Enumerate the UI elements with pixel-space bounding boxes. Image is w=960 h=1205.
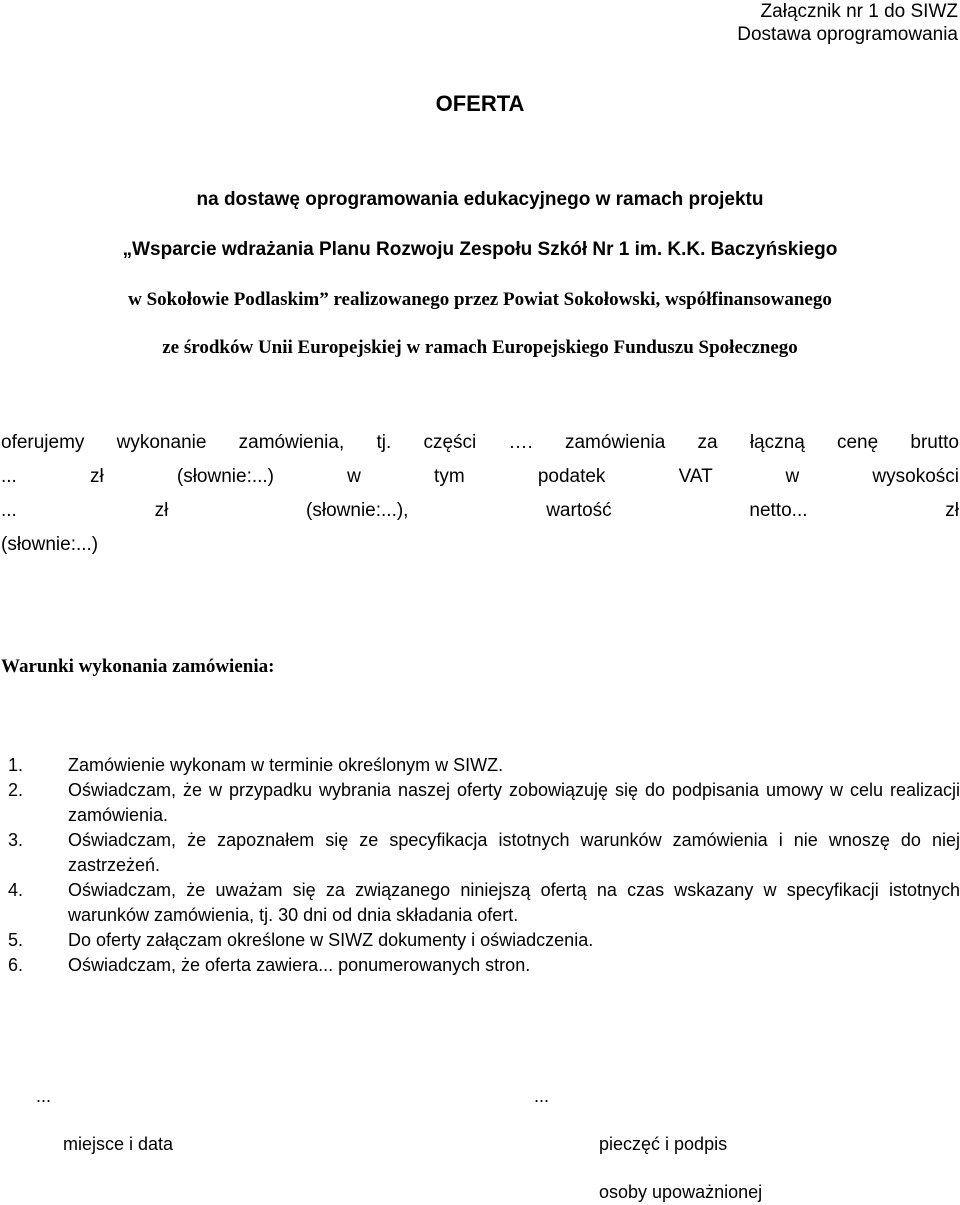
list-item-text: Oświadczam, że oferta zawiera... ponumerowanych stron. — [68, 955, 531, 975]
list-item — [8, 753, 960, 778]
place-date-label: miejsce i data — [63, 1134, 174, 1154]
offer-line-4: (słownie:...) — [1, 534, 99, 555]
list-item — [8, 953, 960, 978]
list-item-number: 4. — [8, 880, 24, 900]
signature-dotted-line: ... — [534, 1086, 550, 1106]
subject-line-1: na dostawę oprogramowania edukacyjnego w ramach projektu — [196, 189, 764, 210]
list-item — [8, 928, 960, 953]
conditions-list — [8, 753, 960, 978]
list-item-number: 2. — [8, 780, 24, 800]
stamp-signature-label: pieczęć i podpis — [599, 1134, 728, 1154]
list-item-text: Oświadczam, że zapoznałem się ze specyfikacja istotnych warunków zamówienia i nie wnoszę do niej zastrzeżeń. — [68, 830, 960, 875]
subject-line-3: w Sokołowie Podlaskim” realizowanego przez Powiat Sokołowski, współfinansowanego — [128, 289, 832, 310]
offer-line-2: ... zł (słownie:...) w tym podatek VAT w wysokości — [1, 466, 959, 487]
document-title: OFERTA — [435, 91, 525, 116]
authorized-person-label: osoby upoważnionej — [599, 1182, 763, 1202]
list-item — [8, 778, 960, 828]
attachment-number: Załącznik nr 1 do SIWZ — [760, 1, 958, 22]
list-item — [8, 878, 960, 928]
subject-line-2: „Wsparcie wdrażania Planu Rozwoju Zespołu Szkół Nr 1 im. K.K. Baczyńskiego — [122, 239, 838, 260]
list-item-number: 1. — [8, 755, 24, 775]
offer-line-1: oferujemy wykonanie zamówienia, tj. części …. zamówienia za łączną cenę brutto — [1, 432, 959, 453]
list-item-text: Oświadczam, że w przypadku wybrania naszej oferty zobowiązuję się do podpisania umowy w celu realizacji zamówienia. — [68, 780, 960, 825]
list-item — [8, 828, 960, 878]
offer-line-3: ... zł (słownie:...), wartość netto... zł — [1, 500, 959, 521]
subject-line-4: ze środków Unii Europejskiej w ramach Europejskiego Funduszu Społecznego — [162, 337, 798, 358]
conditions-heading: Warunki wykonania zamówienia: — [1, 656, 275, 677]
list-item-number: 5. — [8, 930, 24, 950]
list-item-text: Oświadczam, że uważam się za związanego niniejszą ofertą na czas wskazany w specyfikacji istotnych warunków zamówienia, tj. 30 dni od dnia składania ofert. — [68, 880, 960, 925]
place-date-dotted-line: ... — [36, 1086, 52, 1106]
attachment-subject: Dostawa oprogramowania — [737, 24, 958, 45]
list-item-text: Zamówienie wykonam w terminie określonym w SIWZ. — [68, 755, 504, 775]
attachment-header — [737, 0, 958, 46]
offer-paragraph — [1, 429, 959, 565]
list-item-number: 3. — [8, 830, 24, 850]
list-item-number: 6. — [8, 955, 24, 975]
list-item-text: Do oferty załączam określone w SIWZ dokumenty i oświadczenia. — [68, 930, 594, 950]
